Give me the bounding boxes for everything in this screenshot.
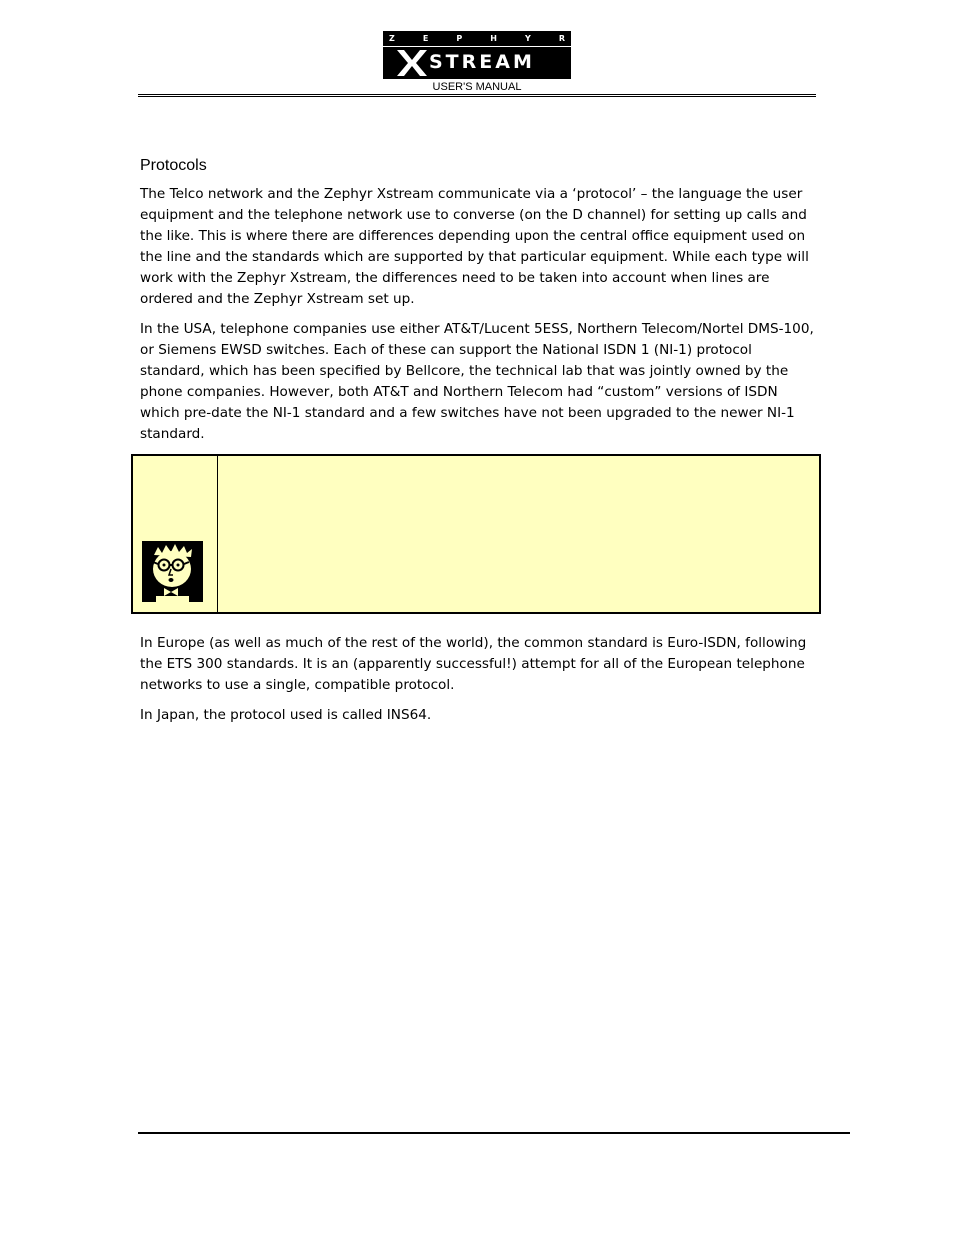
section-heading: Protocols <box>140 157 207 174</box>
logo-zephyr-letters <box>383 31 571 45</box>
paragraph-euro-isdn: In Europe (as well as much of the rest of the world), the common standard is Euro-ISDN, following the ETS 300 standards. It is an (apparently successful!) attempt for all of the European telephone networks to use a single, compatible protocol. <box>140 635 807 693</box>
logo-stream-word: STREAM <box>429 51 535 73</box>
manual-subtitle: USER'S MANUAL <box>432 81 522 93</box>
logo-letter: R <box>558 33 565 43</box>
header-rule-second <box>138 96 816 97</box>
logo-letter: P <box>456 33 463 43</box>
paragraph-telco-protocol: The Telco network and the Zephyr Xstream communicate via a ‘protocol’ – the language the user equipment and the telephone network use to converse (on the D channel) for setting up calls and the like. This is where there are differences depending upon the central office equipment used on the line and the standards which are supported by that particular equipment. While each type will work with the Zephyr Xstream, the differences need to be taken into account when lines are ordered and the Zephyr Xstream set up. <box>140 186 809 307</box>
logo-x-icon <box>395 47 429 79</box>
logo-letter: E <box>422 33 429 43</box>
note-box <box>131 454 821 614</box>
note-divider <box>217 456 218 612</box>
paragraph-japan-ins64: In Japan, the protocol used is called INS64. <box>140 707 432 723</box>
logo-letter: Z <box>389 33 395 43</box>
logo-letter: Y <box>524 33 531 43</box>
footer-rule <box>138 1132 850 1134</box>
zephyr-xstream-logo <box>383 31 571 79</box>
header-rule <box>138 94 816 95</box>
professor-icon <box>142 541 203 602</box>
logo-letter: H <box>490 33 497 43</box>
paragraph-usa-switches: In the USA, telephone companies use either AT&T/Lucent 5ESS, Northern Telecom/Nortel DMS-100, or Siemens EWSD switches. Each of these can support the National ISDN 1 (NI-1) protocol standard, which has been specified by Bellcore, the technical lab that was jointly owned by the phone companies. However, both AT&T and Northern Telecom had “custom” versions of ISDN which pre-date the NI-1 standard and a few switches have not been upgraded to the newer NI-1 standard. <box>140 321 814 442</box>
